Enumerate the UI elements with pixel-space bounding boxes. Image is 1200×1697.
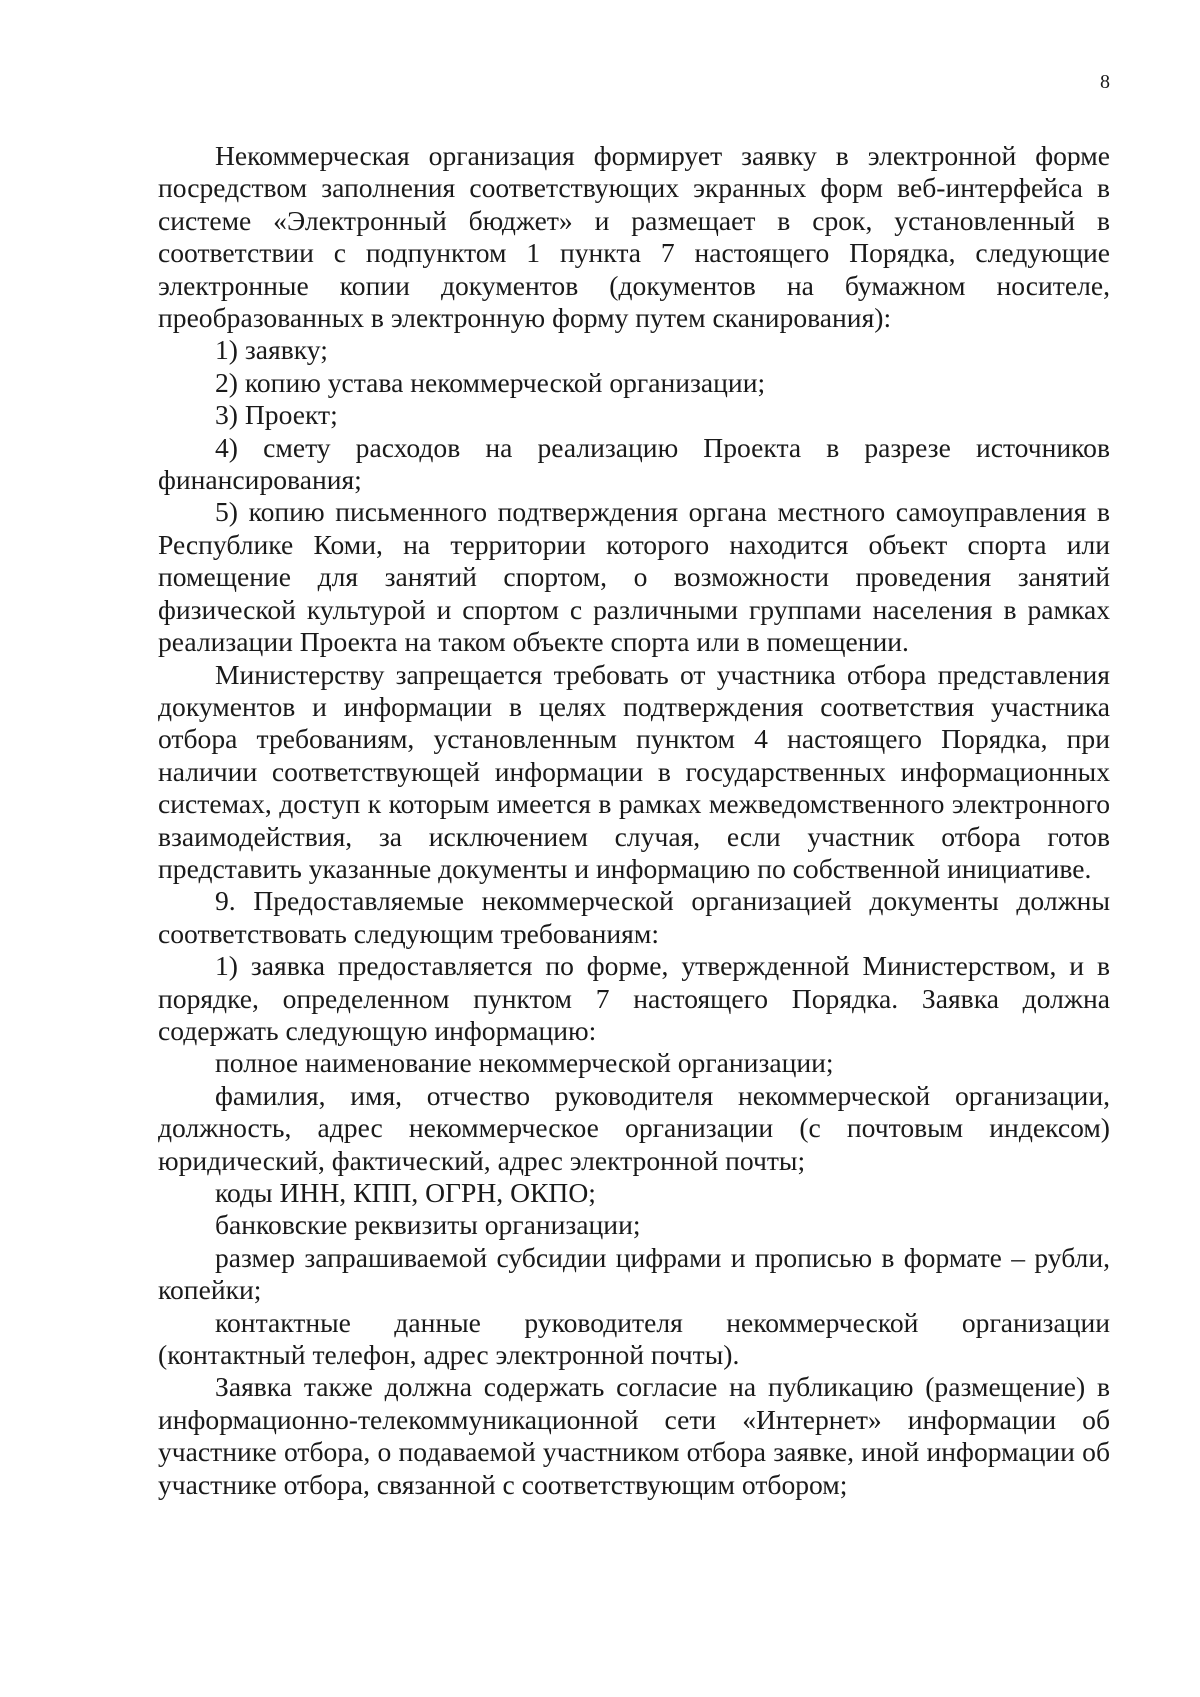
list-item: 1) заявку; <box>215 334 328 366</box>
list-item: 3) Проект; <box>215 399 338 431</box>
paragraph: Министерству запрещается требовать от участника отбора представления документов и информации в целях подтверждения соответствия участника отбора требованиям, установленным пунктом 4 настоящего Порядка, при наличии соответствующей информации в государственных информационных системах, доступ к которым имеется в рамках межведомственного электронного взаимодействия, за исключением случая, если участник отбора готов представить указанные документы и информацию по собственной инициативе. <box>158 658 1110 884</box>
paragraph: Некоммерческая организация формирует заявку в электронной форме посредством заполнения соответствующих экранных форм веб-интерфейса в системе «Электронный бюджет» и размещает в срок, установленный в соответствии с подпунктом 1 пункта 7 настоящего Порядка, следующие электронные копии документов (документов на бумажном носителе, преобразованных в электронную форму путем сканирования): <box>158 140 1110 334</box>
list-item: полное наименование некоммерческой организации; <box>215 1047 834 1079</box>
list-item: 4) смету расходов на реализацию Проекта в разрезе источников финансирования; <box>158 431 1110 496</box>
document-body <box>158 140 1110 1501</box>
list-item: размер запрашиваемой субсидии цифрами и прописью в формате – рубли, копейки; <box>158 1241 1110 1306</box>
list-item: контактные данные руководителя некоммерческой организации (контактный телефон, адрес электронной почты). <box>158 1306 1110 1371</box>
list-item: коды ИНН, КПП, ОГРН, ОКПО; <box>215 1177 596 1208</box>
page-number: 8 <box>1100 71 1110 93</box>
section-paragraph: 9. Предоставляемые некоммерческой организацией документы должны соответствовать следующим требованиям: <box>158 885 1110 949</box>
list-item: фамилия, имя, отчество руководителя некоммерческой организации, должность, адрес некоммерческое организации (с почтовым индексом) юридический, фактический, адрес электронной почты; <box>158 1079 1110 1176</box>
paragraph: Заявка также должна содержать согласие на публикацию (размещение) в информационно-телекоммуникационной сети «Интернет» информации об участнике отбора, о подаваемой участником отбора заявке, иной информации об участнике отбора, связанной с соответствующим отбором; <box>158 1371 1110 1500</box>
list-item: 2) копию устава некоммерческой организации; <box>215 366 766 398</box>
list-item: банковские реквизиты организации; <box>215 1209 641 1241</box>
list-item: 5) копию письменного подтверждения органа местного самоуправления в Республике Коми, на территории которого находится объект спорта или помещение для занятий спортом, о возможности проведения занятий физической культурой и спортом с различными группами населения в рамках реализации Проекта на таком объекте спорта или в помещении. <box>158 496 1110 658</box>
list-item: 1) заявка предоставляется по форме, утвержденной Министерством, и в порядке, определенном пунктом 7 настоящего Порядка. Заявка должна содержать следующую информацию: <box>158 950 1110 1046</box>
